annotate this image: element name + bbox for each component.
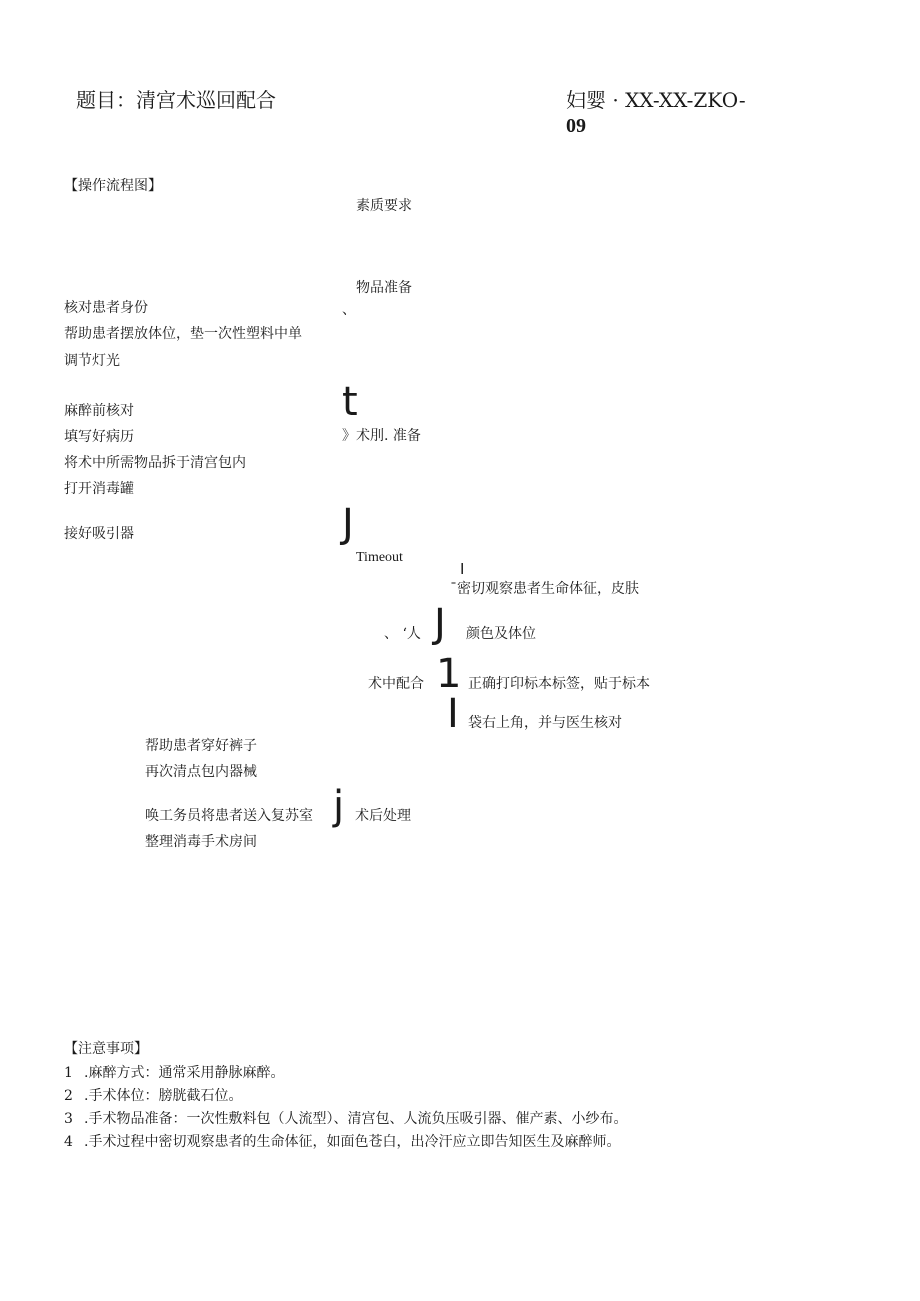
note-item [64, 1087, 242, 1105]
document-code-suffix: 09 [566, 115, 586, 137]
list-item: 正确打印标本标签，贴于标本 [468, 676, 650, 692]
list-item: 帮助患者穿好裤子 [145, 738, 257, 754]
list-item: 唤工务员将患者送入复苏室 [145, 808, 313, 824]
list-item: 麻醉前核对 [64, 403, 134, 419]
flow-connector-glyph: j [333, 783, 345, 829]
note-text: .手术体位：膀胱截石位。 [84, 1088, 243, 1104]
note-item [64, 1064, 284, 1082]
list-item: 打开消毒罐 [64, 481, 134, 497]
step-pre-op-preparation: 》术刖. 准备 [342, 428, 421, 444]
list-item: 接好吸引器 [64, 526, 134, 542]
flow-connector: 、 ‘人 [384, 626, 421, 642]
document-code-prefix: 妇婴 · XX-XX-ZKO- [566, 88, 746, 112]
list-item: 核对患者身份 [64, 300, 148, 316]
step-intra-op-cooperation: 术中配合 [368, 676, 424, 692]
flow-connector-glyph: I [447, 691, 459, 737]
note-text: .手术物品准备：一次性敷料包（人流型）、清宫包、人流负压吸引器、催产素、小纱布。 [84, 1111, 628, 1127]
flowchart-section-label: 【操作流程图】 [64, 178, 162, 194]
list-item: 颜色及体位 [466, 626, 536, 642]
flow-connector-glyph: I [460, 560, 465, 578]
step-items-preparation: 物品准备 [356, 280, 412, 296]
note-text: .麻醉方式：通常采用静脉麻醉。 [84, 1065, 285, 1081]
flow-connector-glyph: 1 [436, 651, 462, 697]
step-post-op-handling: 术后处理 [355, 808, 411, 824]
note-number: 1 [64, 1065, 73, 1081]
document-title: 题目：清宫术巡回配合 [76, 88, 276, 112]
list-item: 将术中所需物品拆于清宫包内 [64, 455, 246, 471]
flow-connector-glyph: J [434, 601, 446, 647]
list-item: ˉ密切观察患者生命体征，皮肤 [450, 581, 639, 597]
note-number: 2 [64, 1088, 73, 1104]
document-code [566, 88, 746, 112]
list-item: 再次清点包内器械 [145, 764, 257, 780]
list-item: 填写好病历 [64, 429, 134, 445]
flow-connector-glyph: t [342, 379, 358, 425]
list-item: 整理消毒手术房间 [145, 834, 257, 850]
list-item: 调节灯光 [64, 353, 120, 369]
note-text: .手术过程中密切观察患者的生命体征，如面色苍白，出冷汗应立即告知医生及麻醉师。 [84, 1134, 621, 1150]
step-quality-requirement: 素质要求 [356, 198, 412, 214]
flow-mark: 、 [342, 302, 356, 318]
list-item: 帮助患者摆放体位，垫一次性塑料中单 [64, 326, 302, 342]
note-item [64, 1133, 620, 1151]
step-timeout: Timeout [356, 550, 403, 565]
flow-connector-glyph: J [342, 501, 354, 547]
list-item: 袋右上角，并与医生核对 [468, 715, 622, 731]
note-item [64, 1110, 627, 1128]
note-number: 4 [64, 1134, 73, 1150]
notes-section-label: 【注意事项】 [64, 1041, 148, 1057]
note-number: 3 [64, 1111, 73, 1127]
